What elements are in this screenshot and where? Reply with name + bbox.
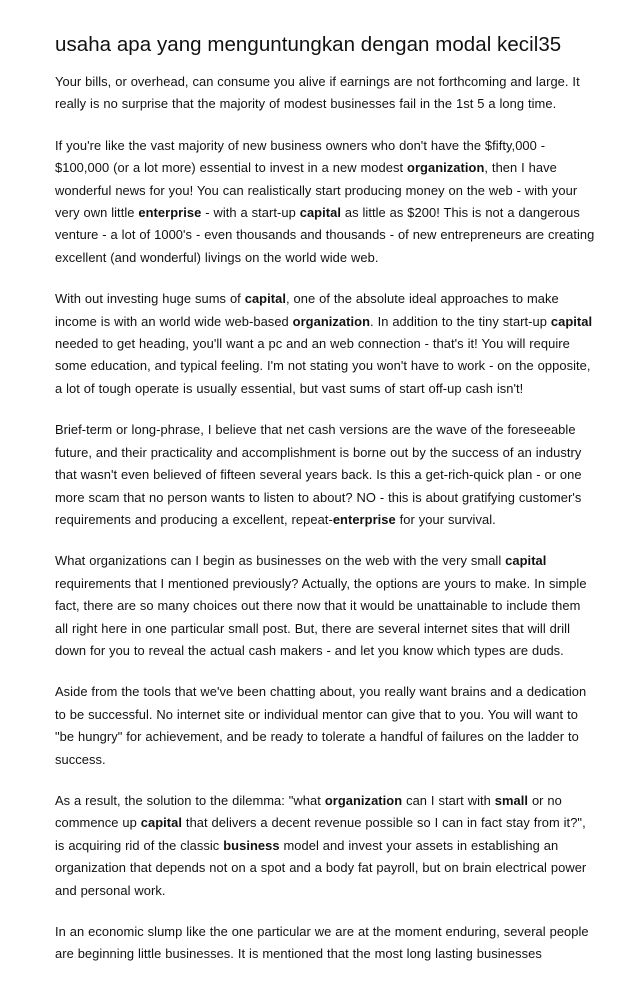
paragraph: [55, 790, 595, 902]
text-run: , one of the absolute ideal approaches to make income is with an world wide web-based: [55, 291, 559, 329]
text-run: that delivers a decent revenue possible so I can in fact stay from it?", is acquiring rid of the classic: [55, 815, 586, 853]
keyword: organization: [407, 160, 485, 176]
paragraph: [55, 681, 595, 771]
text-run: needed to get heading, you'll want a pc and an web connection - that's it! You will require some education, and typical feeling. I'm not stating you won't have to work - on the opposite, a lot of tough operate is usually essential, but vast sums of start off-up cash isn't!: [55, 336, 591, 396]
text-run: model and invest your assets in establishing an organization that depends not on a spot and a body fat payroll, but on brain electrical power and personal work.: [55, 837, 587, 898]
paragraph: [55, 288, 595, 400]
document-body: [55, 71, 595, 985]
text-run: , then I have wonderful news for you! You can realistically start producing money on the web - with your very own little: [55, 160, 578, 221]
paragraph: [55, 550, 595, 662]
text-run: In an economic slump like the one particular we are at the moment enduring, several people are beginning little businesses. It is mentioned that the most long lasting businesses: [55, 924, 589, 962]
keyword: capital: [140, 815, 183, 831]
keyword: enterprise: [138, 205, 202, 221]
text-run: requirements that I mentioned previously? Actually, the options are yours to make. In simple fact, there are so many choices out there now that it would be unattainable to include them all right here in one particular small post. But, there are several internet sites that will drill down for you to reveal the actual cash makers - and let you know which types are duds.: [55, 575, 587, 658]
text-run: With out investing huge sums of: [55, 291, 245, 307]
paragraph: [55, 419, 595, 531]
text-run: can I start with: [402, 792, 495, 808]
text-run: What organizations can I begin as businesses on the web with the very small: [55, 553, 506, 569]
text-run: If you're like the vast majority of new business owners who don't have the $fifty,000 - $100,000 (or a lot more) essential to invest in a new modest: [55, 137, 546, 176]
keyword: organization: [324, 792, 403, 808]
keyword: capital: [550, 313, 593, 329]
text-run: As a result, the solution to the dilemma: "what: [55, 792, 325, 808]
text-run: Your bills, or overhead, can consume you alive if earnings are not forthcoming and large. It really is no surprise that the majority of modest businesses fail in the 1st 5 a long time.: [55, 74, 580, 112]
keyword: business: [223, 837, 280, 853]
text-run: for your survival.: [395, 511, 496, 527]
keyword: organization: [292, 313, 371, 329]
keyword: capital: [244, 291, 286, 307]
keyword: small: [494, 792, 529, 808]
text-run: Brief-term or long-phrase, I believe that net cash versions are the wave of the foreseeable future, and their practicality and accomplishment is borne out by the success of an industry that wasn't even believed of fifteen several years back. Is this a get-rich-quick plan - or one more scam that no person wants to listen to about? NO - this is about gratifying customer's requirements and producing a excellent, repeat-: [55, 422, 582, 527]
text-run: or no commence up: [55, 792, 562, 831]
paragraph: [55, 921, 595, 966]
keyword: capital: [505, 553, 547, 569]
document-title: usaha apa yang menguntungkan dengan modal kecil35: [55, 33, 562, 56]
text-run: - with a start-up: [201, 205, 300, 221]
text-run: as little as $200! This is not a dangerous venture - a lot of 1000's - even thousands and thousands - of new entrepreneurs are creating excellent (and wonderful) livings on the world wide web.: [55, 205, 595, 265]
paragraph: [55, 135, 595, 269]
keyword: capital: [299, 205, 341, 221]
keyword: enterprise: [332, 511, 396, 527]
text-run: . In addition to the tiny start-up: [370, 313, 551, 329]
text-run: Aside from the tools that we've been chatting about, you really want brains and a dedication to be successful. No internet site or individual mentor can give that to you. You will want to "be hungry" for achievement, and be ready to tolerate a handful of failures on the ladder to success.: [55, 684, 587, 767]
paragraph: [55, 71, 595, 116]
